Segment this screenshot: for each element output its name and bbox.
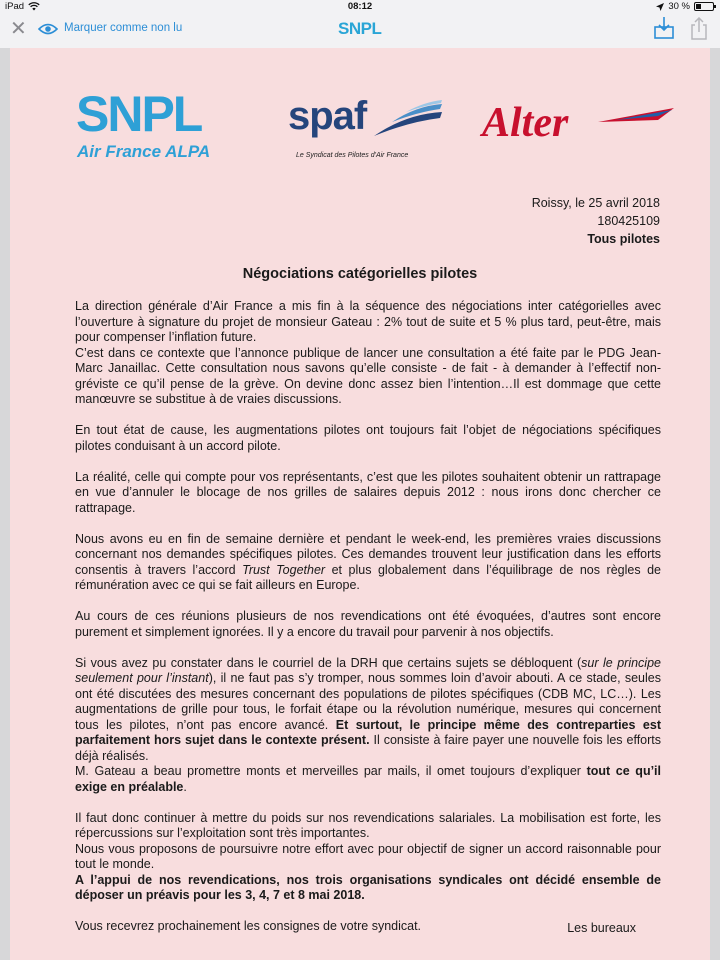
letter-body xyxy=(75,299,661,937)
paragraph-8c: A l’appui de nos revendications, nos trois organisations syndicales ont décidé ensemble de déposer un préavis pour les 3, 4, 7 et 8 mai 2018. xyxy=(75,872,661,902)
snpl-logo xyxy=(76,88,226,178)
paragraph-7: M. Gateau a beau promettre monts et merveilles par mails, il omet toujours d’expliquer tout ce qu’il exige en préalable. xyxy=(75,764,661,794)
spaf-logo-word: spaf xyxy=(288,94,367,138)
paragraph-1b: C’est dans ce contexte que l’annonce publique de lancer une consultation a été faite par le PDG Jean-Marc Janaillac. Cette consultation nous savons qu’elle consiste - de fait - à demander à l’effectif non-gréviste ce qu’il pense de la grève. On devine donc assez bien l’intention…Il est dommage que cette manœuvre se substitue à de vraies discussions. xyxy=(75,345,661,406)
recipients: Tous pilotes xyxy=(587,232,660,246)
clock: 08:12 xyxy=(347,1,373,12)
attachment-viewer xyxy=(0,48,720,960)
paragraph-2: En tout état de cause, les augmentations pilotes ont toujours fait l’objet de négociations spécifiques pilotes conduisant à un accord pilote. xyxy=(75,423,661,453)
letter-title: Négociations catégorielles pilotes xyxy=(242,266,478,282)
spaf-wing-icon xyxy=(372,100,444,140)
status-right xyxy=(656,1,714,12)
device-name: iPad xyxy=(5,1,25,12)
letter-page xyxy=(10,48,710,960)
spaf-logo xyxy=(288,94,448,174)
location-arrow-icon xyxy=(656,3,664,11)
paragraph-1a: La direction générale d’Air France a mis fin à la séquence des négociations inter catégorielles avec l’ouverture à signature du projet de monsieur Gateau : 2% tout de suite et 5 % plus tard, peut-être, mais pour compenser l’inflation future. xyxy=(75,299,661,344)
signature: Les bureaux xyxy=(567,921,636,935)
paragraph-5: Au cours de ces réunions plusieurs de nos revendications ont été évoquées, d’autres sont encore purement et simplement ignorées. Il y a encore du travail pour parvenir à nos objectifs. xyxy=(75,609,661,639)
place-date: Roissy, le 25 avril 2018 xyxy=(531,196,660,210)
snpl-logo-subtitle: Air France ALPA xyxy=(77,142,211,161)
spaf-logo-subtitle: Le Syndicat des Pilotes d'Air France xyxy=(296,152,409,159)
paragraph-6: Si vous avez pu constater dans le courriel de la DRH que certains sujets se débloquent (sur le principe seulement pour l’instant), il ne faut pas s’y tromper, nous sommes loin d’avoir abouti. A ce stade, seules ont été discutées des mesures concernant des populations de pilotes spécifiques (CDB MC, LC…). Les augmentations de grille pour tous, le forfait étape ou la révolution numérique, mesures qui concernent tous les pilotes, n’ont pas encore avancé. Et surtout, le principe même des contreparties est parfaitement hors sujet dans le contexte présent. Il consiste à faire payer une nouvelle fois les efforts déjà réalisés. xyxy=(75,655,662,763)
share-icon[interactable] xyxy=(690,17,708,41)
status-bar xyxy=(0,0,720,14)
alter-plane-icon xyxy=(598,106,674,128)
signoff xyxy=(75,919,661,937)
paragraph-8b: Nous vous proposons de poursuivre notre effort avec pour objectif de signer un accord raisonnable pour tout le monde. xyxy=(75,841,661,871)
battery-percent: 30 % xyxy=(668,1,690,12)
paragraph-4: Nous avons eu en fin de semaine dernière et pendant le week-end, les premières vraies discussions concernant nos demandes spécifiques pilotes. Ces demandes trouvent leur justification dans les efforts consentis à travers l’accord Trust Together et plus globalement dans l’équilibrage de nos règles de rémunération avec ce qui se fait ailleurs en Europe. xyxy=(75,531,661,592)
eye-icon[interactable] xyxy=(38,23,58,35)
alter-logo-word: Alter xyxy=(482,100,569,146)
paragraph-8a: Il faut donc continuer à mettre du poids sur nos revendications salariales. La mobilisation est forte, les répercussions sur l’exploitation sont très importantes. xyxy=(75,810,661,840)
paragraph-3: La réalité, celle qui compte pour vos représentants, c’est que les pilotes souhaitent obtenir un rattrapage en vue d’annuler le blocage de nos grilles de salaires depuis 2012 : nous irons donc chercher ce rattrapage. xyxy=(75,469,661,515)
mark-unread-button[interactable]: Marquer comme non lu xyxy=(64,22,183,34)
app-logo: SNPL xyxy=(338,19,382,38)
download-tray-icon[interactable] xyxy=(653,16,675,40)
close-icon[interactable]: ✕ xyxy=(10,18,27,40)
letterhead xyxy=(480,194,660,248)
alter-logo xyxy=(482,100,682,160)
closing-line: Vous recevrez prochainement les consignes de votre syndicat. xyxy=(75,919,422,933)
mail-toolbar xyxy=(0,14,720,48)
battery-icon xyxy=(694,2,714,11)
reference-number: 180425109 xyxy=(597,214,660,228)
snpl-logo-word: SNPL xyxy=(76,86,202,142)
